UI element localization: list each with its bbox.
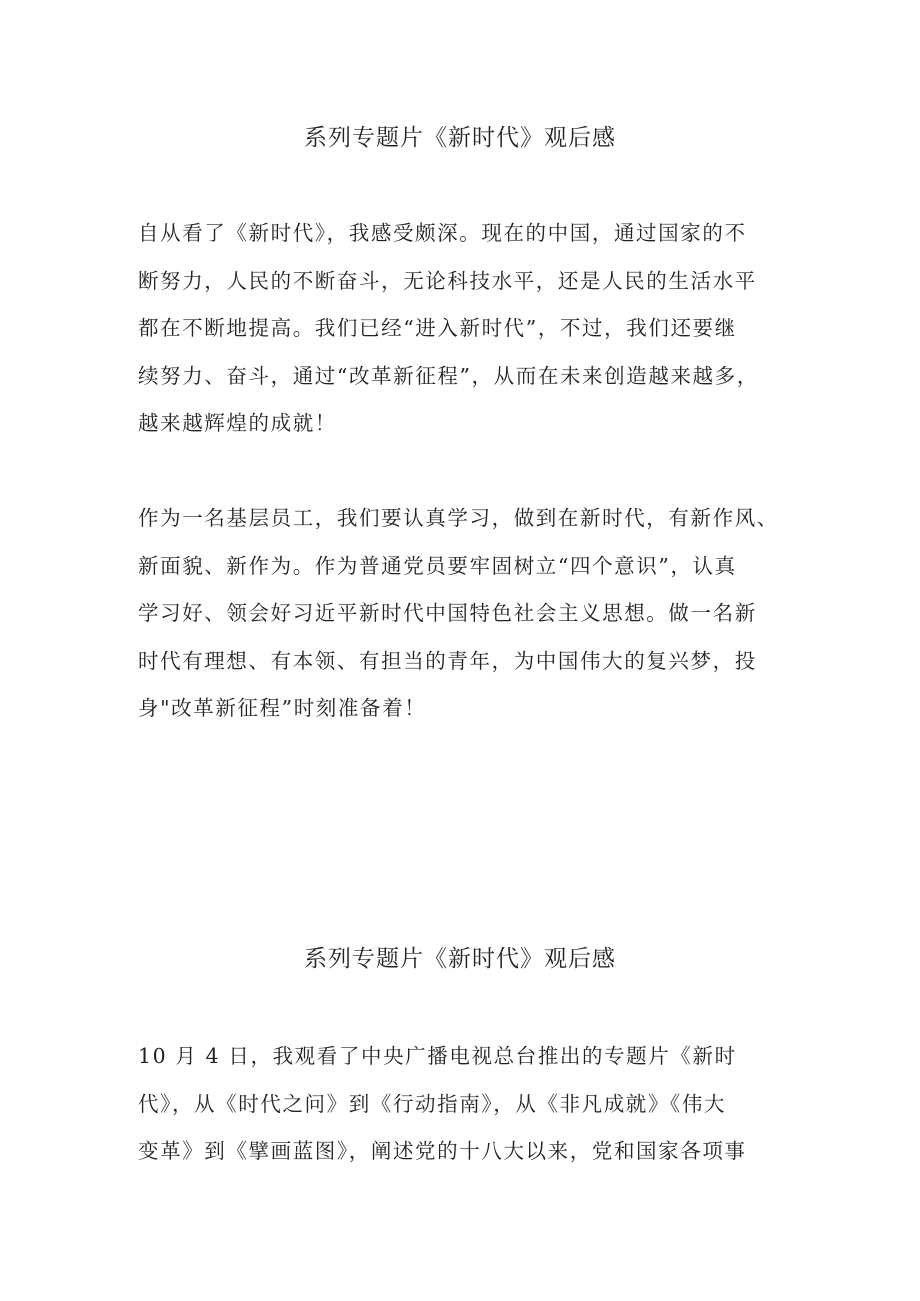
paragraph-line: 自从看了《新时代》，我感受颇深。现在的中国，通过国家的不: [138, 221, 747, 245]
paragraph-line: 新面貌、新作为。作为普通党员要牢固树立“四个意识”，认真: [138, 553, 737, 578]
paragraph-line: 代》，从《时代之问》到《行动指南》，从《非凡成就》《伟大: [138, 1091, 727, 1116]
paragraph-line: 断努力，人民的不断奋斗，无论科技水平，还是人民的生活水平: [138, 268, 757, 293]
paragraph-line: 学习好、领会好习近平新时代中国特色社会主义思想。做一名新: [138, 601, 757, 625]
article-title: 系列专题片《新时代》观后感: [304, 946, 616, 972]
paragraph-line: 越来越辉煌的成就！: [138, 411, 337, 435]
paragraph-line: 时代有理想、有本领、有担当的青年，为中国伟大的复兴梦，投: [138, 648, 757, 673]
paragraph-line: 都在不断地提高。我们已经“进入新时代”，不过，我们还要继: [138, 316, 737, 340]
article-paragraph: [138, 495, 798, 733]
article-paragraph: [138, 210, 798, 448]
paragraph-line: 变革》到《擘画蓝图》，阐述党的十八大以来，党和国家各项事: [138, 1139, 747, 1163]
paragraph-line: 续努力、奋斗，通过“改革新征程”，从而在未来创造越来越多，: [138, 363, 759, 388]
paragraph-line: 10 月 4 日，我观看了中央广播电视总台推出的专题片《新时: [138, 1044, 737, 1068]
paragraph-line: 作为一名基层员工，我们要认真学习，做到在新时代，有新作风、: [138, 506, 779, 530]
article-paragraph: [138, 1033, 798, 1176]
article-title: 系列专题片《新时代》观后感: [304, 125, 616, 151]
paragraph-line: 身"改革新征程”时刻准备着！: [138, 696, 427, 720]
